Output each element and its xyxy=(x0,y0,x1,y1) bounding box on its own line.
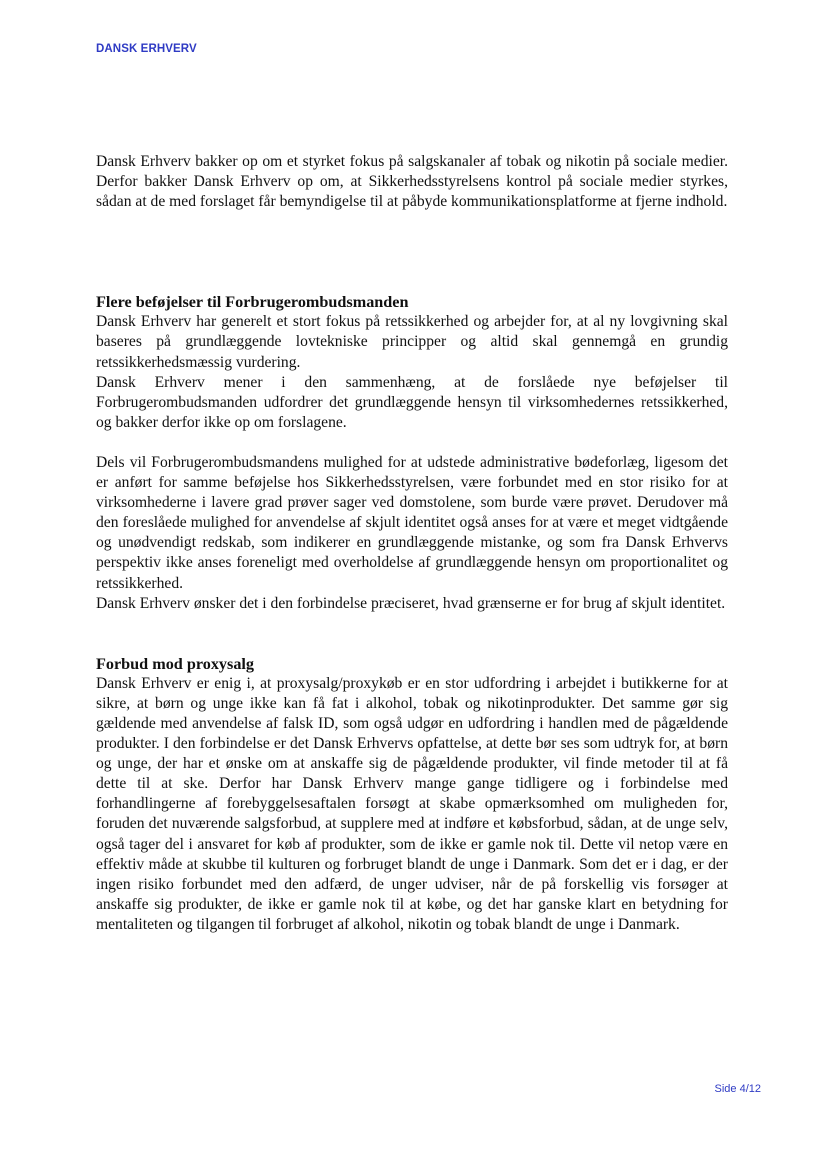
intro-paragraph: Dansk Erhverv bakker op om et styrket fokus på salgskanaler af tobak og nikotin på sociale medier. Derfor bakker Dansk Erhverv op om, at Sikkerhedsstyrelsens kontrol på sociale medier styrkes, sådan at de med forslaget får bemyndigelse til at påbyde kommunikationsplatforme at fjerne indhold. xyxy=(96,153,728,211)
paragraph: Dansk Erhverv mener i den sammenhæng, at de forslåede nye beføjelser til Forbrugerombudsmanden udfordrer det grundlæggende hensyn til virksomhedernes retssikkerhed, og bakker derfor ikke op om forslagene. xyxy=(96,373,728,431)
spacer xyxy=(96,212,728,292)
spacer xyxy=(96,614,728,654)
section-heading-proxysalg: Forbud mod proxysalg xyxy=(96,654,255,673)
paragraph: Dansk Erhverv har generelt et stort fokus på retssikkerhed og arbejder for, at al ny lovgivning skal baseres på grundlæggende lovtekniske principper og altid skal gennemgå en grundig retssikkerhedsmæssig vurdering. xyxy=(96,313,728,371)
spacer xyxy=(96,433,728,453)
page-number: Side 4/12 xyxy=(714,1083,761,1095)
paragraph: Dels vil Forbrugerombudsmandens mulighed for at udstede administrative bødeforlæg, ligesom det er anført for samme beføjelse hos Sikkerhedsstyrelsen, være forbundet med en stor risiko for at virksomhederne i lavere grad prøver sager ved domstolene, som burde være prøvet. Derudover må den foreslåede mulighed for anvendelse af skjult identitet også anses for at være et meget vidtgående og unødvendigt redskab, som indikerer en grundlæggende mistanke, og som fra Dansk Erhvervs perspektiv ikke anses foreneligt med overholdelse af grundlæggende hensyn om proportionalitet og retssikkerhed. xyxy=(96,453,728,592)
document-body xyxy=(96,152,728,935)
paragraph: Dansk Erhverv er enig i, at proxysalg/proxykøb er en stor udfordring i arbejdet i butikkerne for at sikre, at børn og unge ikke kan få fat i alkohol, tobak og nikotinprodukter. Det samme gør sig gældende med anvendelse af falsk ID, som også udgør en udfordring i handlen med de pågældende produkter. I den forbindelse er det Dansk Erhvervs opfattelse, at dette bør ses som udtryk for, at børn og unge, der har et ønske om at anskaffe sig de pågældende produkter, vil finde metoder til at få dette til at ske. Derfor har Dansk Erhverv mange gange tidligere og i forbindelse med forhandlingerne af forebyggelsesaftalen forsøgt at skabe opmærksomhed om muligheden for, foruden det nuværende salgsforbud, at supplere med at indføre et købsforbud, sådan, at de unge selv, også tager del i ansvaret for køb af produkter, som de ikke er gamle nok til. Dette vil netop være en effektiv måde at skubbe til kulturen og forbruget blandt de unge i Danmark. Som det er i dag, er der ingen risiko forbundet med den adfærd, de unger udviser, når de på forskellig vis forsøger at anskaffe sig produkter, de ikke er gamle nok til at købe, og det har ganske klart en betydning for mentaliteten og tilgangen til forbruget af alkohol, nikotin og tobak blandt de unge i Danmark. xyxy=(96,674,728,933)
company-logo-text: DANSK ERHVERV xyxy=(96,43,197,55)
section-heading-forbrugerombudsmanden: Flere beføjelser til Forbrugerombudsmanden xyxy=(96,293,409,312)
paragraph: Dansk Erhverv ønsker det i den forbindelse præciseret, hvad grænserne er for brug af skjult identitet. xyxy=(96,594,726,612)
